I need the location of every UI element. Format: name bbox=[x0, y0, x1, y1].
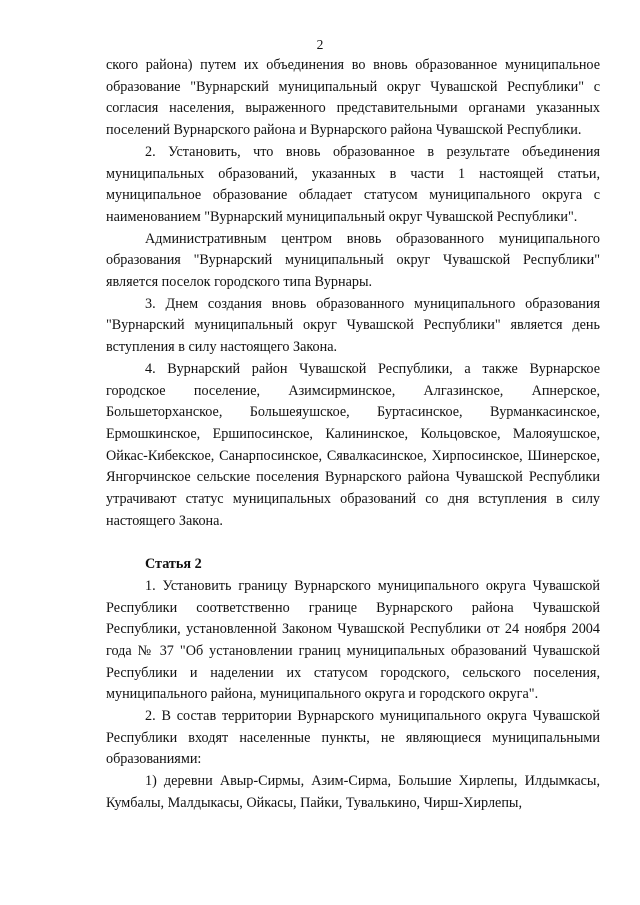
paragraph-item-3: 3. Днем создания вновь образованного муниципального образования "Вурнарский муниципальный округ Чувашской Республики" является день вступления в силу настоящего Закона. bbox=[106, 295, 600, 356]
document-body bbox=[106, 55, 600, 815]
paragraph-item-4: 4. Вурнарский район Чувашской Республики, а также Вурнарское городское поселение, Азимсирминское, Алгазинское, Апнерское, Большеторханское, Большеяушское, Буртасинское, Вурманкасинское, Ермошкинское, Ершипосинское, Калининское, Кольцовское, Малояушское, Ойкас-Кибекское, Санарпосинское, Сявалкасинское, Хирпосинское, Шинерское, Янгорчинское сельские поселения Вурнарского района Чувашской Республики утрачивают статус муниципальных образований со дня вступления в силу настоящего Закона. bbox=[106, 360, 600, 529]
paragraph-item-2: 2. Установить, что вновь образованное в результате объединения муниципальных образований, указанных в части 1 настоящей статьи, муниципальное образование обладает статусом муниципального округа с наименованием "Вурнарский муниципальный округ Чувашской Республики". bbox=[106, 143, 600, 225]
paragraph-admin-center: Административным центром вновь образованного муниципального образования "Вурнарский муниципальный округ Чувашской Республики" является поселок городского типа Вурнары. bbox=[106, 230, 600, 291]
article-heading: Статья 2 bbox=[145, 556, 202, 573]
paragraph-article2-item-1: 1. Установить границу Вурнарского муниципального округа Чувашской Республики соответственно границе Вурнарского района Чувашской Республики, установленной Законом Чувашской Республики от 24 ноября 2004 года № 37 "Об установлении границ муниципальных образований Чувашской Республики и наделении их статусом городского, сельского поселения, муниципального района, муниципального округа и городского округа". bbox=[106, 577, 600, 703]
paragraph-villages-list: 1) деревни Авыр-Сирмы, Азим-Сирма, Большие Хирлепы, Илдымкасы, Кумбалы, Малдыкасы, Ойкасы, Пайки, Тувалькино, Чирш-Хирлепы, bbox=[106, 773, 600, 811]
page-number: 2 bbox=[316, 37, 324, 52]
paragraph-article2-item-2: 2. В состав территории Вурнарского муниципального округа Чувашской Республики входят населенные пункты, не являющиеся муниципальными образованиями: bbox=[106, 708, 600, 768]
paragraph-continuation: ского района) путем их объединения во вновь образованное муниципальное образование "Вурнарский муниципальный округ Чувашской Республики" с согласия населения, выраженного представительными органами указанных поселений Вурнарского района и Вурнарского района Чувашской Республики. bbox=[106, 57, 600, 139]
